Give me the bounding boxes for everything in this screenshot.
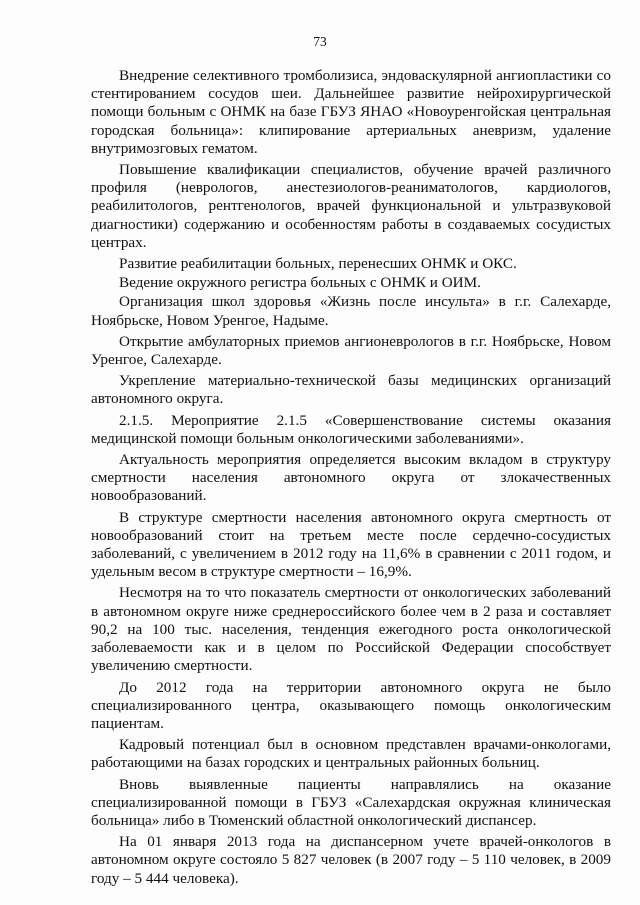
- paragraph-registered-patients: На 01 января 2013 года на диспансерном учете врачей-онкологов в автономном округе состояло 5 827 человек (в 2007 году – 5 110 человек, в 2009 году – 5 444 человека).: [91, 833, 611, 887]
- document-body: [91, 67, 611, 891]
- paragraph-relevance: Актуальность мероприятия определяется высоким вкладом в структуру смертности населения автономного округа от злокачественных новообразований.: [91, 451, 611, 505]
- paragraph-rehabilitation: Развитие реабилитации больных, перенесших ОНМК и ОКС.: [119, 255, 517, 273]
- paragraph-material-base: Укрепление материально-технической базы медицинских организаций автономного округа.: [91, 372, 611, 408]
- page-number: 73: [313, 34, 327, 49]
- paragraph-staff: Кадровый потенциал был в основном представлен врачами-онкологами, работающими на базах городских и центральных районных больниц.: [91, 736, 611, 772]
- paragraph-qualification: Повышение квалификации специалистов, обучение врачей различного профиля (неврологов, анестезиологов-реаниматологов, кардиологов, реабилитологов, рентгенологов, врачей функциональной и ультразвуковой диагностики) содержанию и особенностям работы в создаваемых сосудистых центрах.: [91, 161, 611, 251]
- paragraph-registry: Ведение окружного регистра больных с ОНМК и ОИМ.: [119, 274, 481, 292]
- section-heading-2-1-5: 2.1.5. Мероприятие 2.1.5 «Совершенствование системы оказания медицинской помощи больным онкологическими заболеваниями».: [91, 411, 611, 447]
- paragraph-outpatient: Открытие амбулаторных приемов ангионеврологов в г.г. Ноябрьске, Новом Уренгое, Салехарде.: [91, 332, 611, 369]
- paragraph-no-center: До 2012 года на территории автономного округа не было специализированного центра, оказывающего помощь онкологическим пациентам.: [91, 678, 611, 732]
- paragraph-new-patients: Вновь выявленные пациенты направлялись на оказание специализированной помощи в ГБУЗ «Салехардская окружная клиническая больница» либо в Тюменский областной онкологический диспансер.: [91, 775, 611, 829]
- paragraph-thrombolysis: Внедрение селективного тромболизиса, эндоваскулярной ангиопластики со стентированием сосудов шеи. Дальнейшее развитие нейрохирургической помощи больным с ОНМК на базе ГБУЗ ЯНАО «Новоуренгойская центральная городская больница»: клипирование артериальных аневризм, удаление внутримозговых гематом.: [91, 67, 611, 157]
- paragraph-mortality-structure: В структуре смертности населения автономного округа смертность от новообразований стоит на третьем месте после сердечно-сосудистых заболеваний, с увеличением в 2012 году на 11,6% в сравнении с 2011 годом, и удельным весом в структуре смертности – 16,9%.: [91, 508, 611, 581]
- paragraph-mortality-rate: Несмотря на то что показатель смертности от онкологических заболеваний в автономном округе ниже среднероссийского более чем в 2 раза и составляет 90,2 на 100 тыс. населения, тенденция ежегодного роста онкологической заболеваемости как и в целом по Российской Федерации способствует увеличению смертности.: [91, 584, 611, 675]
- paragraph-health-schools: Организация школ здоровья «Жизнь после инсульта» в г.г. Салехарде, Ноябрьске, Новом Уренгое, Надыме.: [91, 293, 611, 329]
